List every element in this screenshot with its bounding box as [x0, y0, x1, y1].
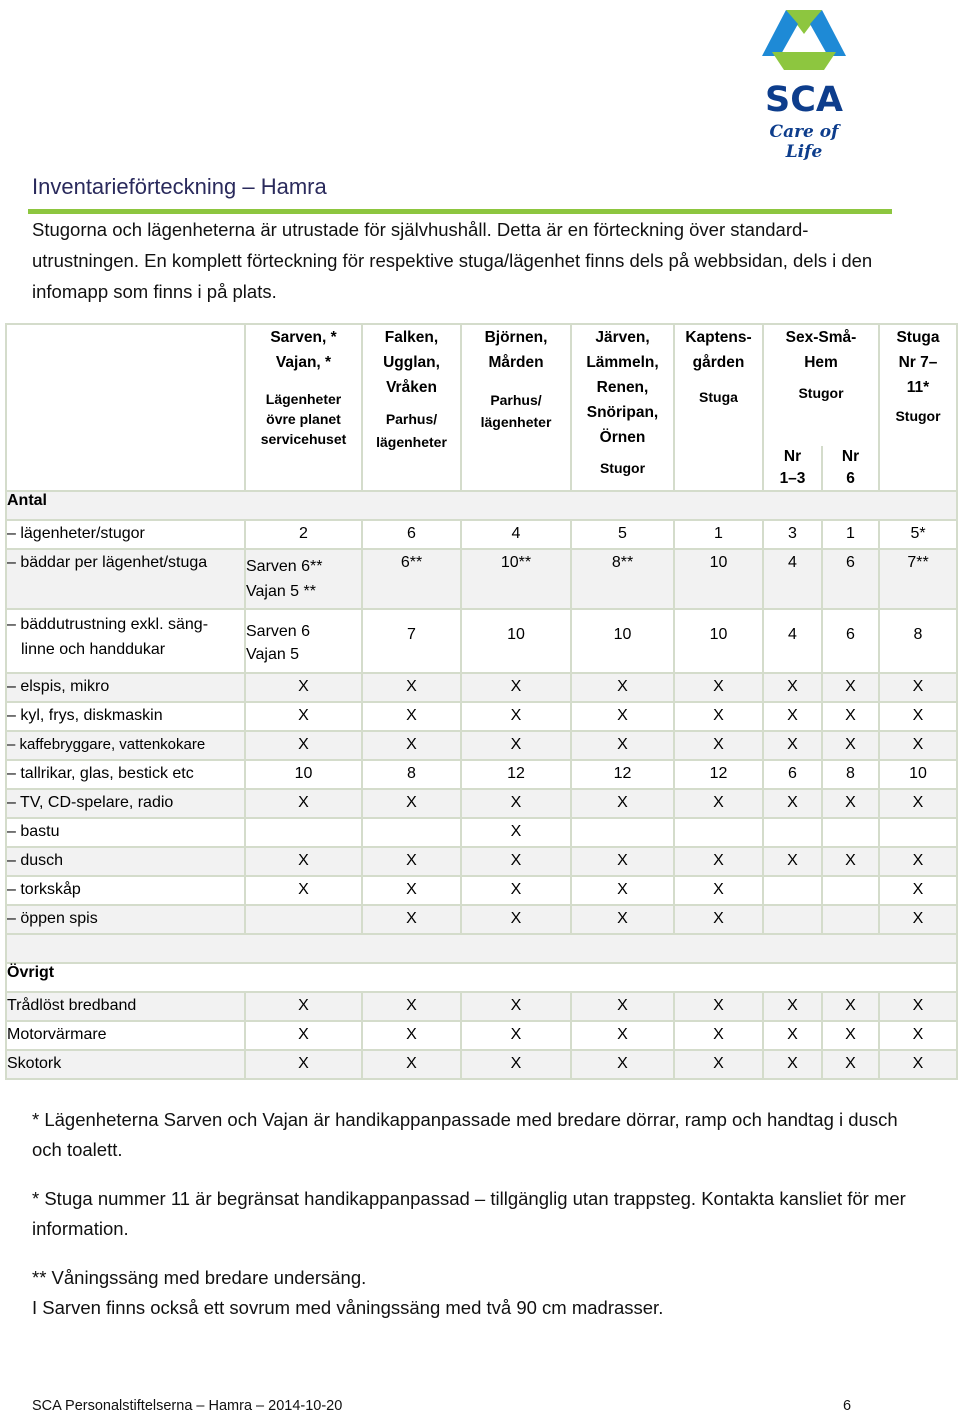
- table-cell: X: [362, 789, 461, 818]
- table-cell: X: [362, 992, 461, 1021]
- table-cell: X: [461, 702, 571, 731]
- table-cell: X: [674, 1050, 763, 1079]
- table-cell: X: [674, 992, 763, 1021]
- table-cell: 8**: [571, 549, 674, 609]
- table-cell: 10: [879, 760, 957, 789]
- table-cell: X: [763, 1021, 822, 1050]
- table-row: [6, 876, 957, 905]
- sca-logo: [752, 4, 856, 162]
- page-number: 6: [843, 1398, 852, 1414]
- header-jarven-type: Stugor: [599, 460, 646, 476]
- table-row: [6, 818, 957, 847]
- header-sexsma-sub2: [822, 446, 879, 491]
- table-cell: [362, 818, 461, 847]
- row-label: – bastu: [6, 818, 245, 847]
- table-cell: 8: [822, 760, 879, 789]
- table-cell: X: [674, 876, 763, 905]
- table-cell: X: [571, 1050, 674, 1079]
- table-cell: X: [362, 1050, 461, 1079]
- table-cell: X: [674, 905, 763, 934]
- header-falken: [362, 324, 461, 491]
- table-cell: [763, 818, 822, 847]
- table-cell: 1: [674, 520, 763, 549]
- logo-tagline: Care of Life: [769, 122, 839, 162]
- table-cell: [879, 818, 957, 847]
- header-sexsma-name: Sex-Små-Hem: [785, 329, 857, 371]
- footer-text: SCA Personalstiftelserna – Hamra – 2014-10-20: [32, 1398, 343, 1414]
- header-bjornen-type: Parhus/ lägenheter: [480, 392, 552, 430]
- table-cell: 5*: [879, 520, 957, 549]
- row-label: Motorvärmare: [6, 1021, 245, 1050]
- table-cell: X: [571, 1021, 674, 1050]
- table-cell: [822, 876, 879, 905]
- spacer-cell: [6, 934, 957, 963]
- table-cell: 6: [822, 609, 879, 673]
- table-cell: X: [571, 992, 674, 1021]
- table-cell: 10: [461, 609, 571, 673]
- row-label: – öppen spis: [6, 905, 245, 934]
- header-sexsma-type: Stugor: [798, 385, 844, 401]
- table-cell: 4: [461, 520, 571, 549]
- table-cell: X: [674, 1021, 763, 1050]
- header-empty-cell: [6, 324, 245, 491]
- header-jarven: [571, 324, 674, 491]
- table-cell: X: [362, 673, 461, 702]
- table-cell: X: [822, 1050, 879, 1079]
- table-cell: X: [571, 673, 674, 702]
- table-row: [6, 520, 957, 549]
- cell-line: Vajan 5 **: [246, 583, 316, 600]
- table-cell: X: [763, 789, 822, 818]
- table-row: [6, 702, 957, 731]
- table-cell: X: [362, 876, 461, 905]
- table-row: [6, 673, 957, 702]
- table-row: [6, 609, 957, 673]
- row-label: Skotork: [6, 1050, 245, 1079]
- table-cell: 10: [674, 549, 763, 609]
- table-cell: X: [362, 1021, 461, 1050]
- footnote-stuga-11: * Stuga nummer 11 är begränsat handikappanpassad – tillgänglig utan trappsteg. Kontakta kansliet för mer information.: [32, 1188, 906, 1239]
- table-cell: X: [763, 673, 822, 702]
- table-row: [6, 1021, 957, 1050]
- row-label: – kyl, frys, diskmaskin: [6, 702, 245, 731]
- table-cell: X: [763, 992, 822, 1021]
- table-spacer-row: [6, 934, 957, 963]
- table-cell: 2: [245, 520, 362, 549]
- table-cell: X: [763, 731, 822, 760]
- table-cell: 10: [674, 609, 763, 673]
- table-cell: [245, 905, 362, 934]
- table-cell: 6: [362, 520, 461, 549]
- table-cell: [763, 876, 822, 905]
- header-sexsma-sub2-label: Nr 6: [841, 448, 860, 487]
- footnote-sarven-bedroom: I Sarven finns också ett sovrum med våningssäng med två 90 cm madrasser.: [32, 1297, 664, 1318]
- header-bjornen: [461, 324, 571, 491]
- table-cell: [822, 818, 879, 847]
- section-ovrigt: Övrigt: [6, 963, 957, 992]
- table-cell: X: [245, 847, 362, 876]
- table-cell: X: [571, 702, 674, 731]
- header-falken-name: Falken, Ugglan, Vråken: [383, 329, 440, 396]
- table-cell: X: [763, 847, 822, 876]
- table-cell: X: [879, 1021, 957, 1050]
- row-label: – dusch: [6, 847, 245, 876]
- table-row: [6, 731, 957, 760]
- row-label: – elspis, mikro: [6, 673, 245, 702]
- header-sarven-type: Lägenheter övre planet servicehuset: [260, 391, 347, 447]
- table-cell: X: [879, 731, 957, 760]
- table-cell: X: [674, 847, 763, 876]
- table-row: [6, 847, 957, 876]
- table-cell: X: [822, 789, 879, 818]
- row-label: – kaffebryggare, vattenkokare: [6, 731, 245, 760]
- table-cell: X: [674, 789, 763, 818]
- table-cell: X: [461, 731, 571, 760]
- table-cell: X: [674, 731, 763, 760]
- table-cell: X: [822, 731, 879, 760]
- header-kaptens-name: Kaptens-gården: [685, 329, 752, 371]
- table-cell: 10: [245, 760, 362, 789]
- table-cell: 10: [571, 609, 674, 673]
- table-cell: X: [362, 847, 461, 876]
- table-cell: [674, 818, 763, 847]
- table-cell: X: [245, 702, 362, 731]
- table-cell: X: [879, 673, 957, 702]
- table-cell: X: [879, 702, 957, 731]
- table-cell: 10**: [461, 549, 571, 609]
- row-label: – TV, CD-spelare, radio: [6, 789, 245, 818]
- header-kaptens-type: Stuga: [699, 389, 738, 405]
- table-cell: 1: [822, 520, 879, 549]
- inventory-table: [5, 323, 958, 1080]
- table-row: [6, 789, 957, 818]
- row-label: – lägenheter/stugor: [6, 520, 245, 549]
- table-row: [6, 1050, 957, 1079]
- table-cell: X: [822, 702, 879, 731]
- table-cell: X: [461, 673, 571, 702]
- table-cell: [763, 905, 822, 934]
- table-cell: X: [245, 789, 362, 818]
- table-row: [6, 905, 957, 934]
- table-cell: X: [879, 992, 957, 1021]
- table-cell: X: [362, 731, 461, 760]
- table-cell: X: [461, 876, 571, 905]
- table-cell: 6: [763, 760, 822, 789]
- header-stuga7-type: Stugor: [895, 408, 941, 424]
- table-cell: X: [245, 876, 362, 905]
- row-label-line: – bäddutrustning exkl. säng-: [7, 616, 209, 633]
- row-label: – bäddar per lägenhet/stuga: [6, 549, 245, 609]
- table-cell: X: [822, 1021, 879, 1050]
- header-sexsma: [763, 324, 879, 446]
- table-cell: X: [245, 731, 362, 760]
- table-cell: X: [571, 876, 674, 905]
- table-cell: X: [879, 876, 957, 905]
- header-sexsma-sub1: [763, 446, 822, 491]
- table-cell: X: [571, 905, 674, 934]
- table-cell: 8: [362, 760, 461, 789]
- table-row: [6, 549, 957, 609]
- table-cell: 6: [822, 549, 879, 609]
- cell-line: Sarven 6**: [246, 558, 323, 575]
- row-label-line: linne och handdukar: [21, 641, 166, 658]
- table-cell: 3: [763, 520, 822, 549]
- table-cell: X: [674, 673, 763, 702]
- table-cell: X: [879, 1050, 957, 1079]
- header-jarven-name: Järven, Lämmeln, Renen, Snöripan, Örnen: [586, 329, 659, 446]
- table-cell: X: [461, 992, 571, 1021]
- table-cell: X: [763, 1050, 822, 1079]
- table-row: [6, 992, 957, 1021]
- table-cell: X: [674, 702, 763, 731]
- logo-text: SCA: [765, 80, 843, 120]
- row-label: – torkskåp: [6, 876, 245, 905]
- table-cell: X: [362, 702, 461, 731]
- header-bjornen-name: Björnen, Mården: [484, 329, 548, 371]
- table-cell: 12: [674, 760, 763, 789]
- table-cell: X: [461, 905, 571, 934]
- table-cell: X: [245, 1021, 362, 1050]
- table-cell: [245, 818, 362, 847]
- table-cell-sarven-beds: [245, 549, 362, 609]
- header-kaptens: [674, 324, 763, 491]
- section-antal: Antal: [6, 491, 957, 520]
- table-cell: 8: [879, 609, 957, 673]
- table-cell: X: [571, 789, 674, 818]
- header-sarven: [245, 324, 362, 491]
- table-cell: 7: [362, 609, 461, 673]
- table-cell: 12: [461, 760, 571, 789]
- table-cell: [571, 818, 674, 847]
- table-cell: X: [461, 818, 571, 847]
- row-label: – tallrikar, glas, bestick etc: [6, 760, 245, 789]
- header-stuga7: [879, 324, 957, 491]
- table-cell: X: [822, 673, 879, 702]
- table-cell: 6**: [362, 549, 461, 609]
- table-cell: X: [245, 992, 362, 1021]
- table-cell: X: [461, 1050, 571, 1079]
- table-cell-sarven-bedding: [245, 609, 362, 673]
- table-cell: X: [571, 847, 674, 876]
- table-cell: X: [461, 1021, 571, 1050]
- table-cell: X: [879, 905, 957, 934]
- footnotes: [32, 1105, 912, 1323]
- table-cell: X: [571, 731, 674, 760]
- row-label: [6, 609, 245, 673]
- table-cell: X: [461, 847, 571, 876]
- table-cell: X: [822, 847, 879, 876]
- sca-logo-emblem-icon: [752, 4, 856, 84]
- table-cell: 7**: [879, 549, 957, 609]
- table-cell: 4: [763, 549, 822, 609]
- header-falken-type: Parhus/ lägenheter: [376, 411, 447, 450]
- table-row: [6, 760, 957, 789]
- row-label: Trådlöst bredband: [6, 992, 245, 1021]
- table-cell: X: [879, 847, 957, 876]
- cell-line: Sarven 6: [246, 623, 311, 640]
- footnote-bunk-bed: ** Våningssäng med bredare undersäng.: [32, 1267, 367, 1288]
- header-sarven-name: Sarven, * Vajan, *: [270, 329, 337, 371]
- table-cell: X: [461, 789, 571, 818]
- table-cell: X: [362, 905, 461, 934]
- table-cell: X: [245, 673, 362, 702]
- footnote-sarven-vajan: * Lägenheterna Sarven och Vajan är handikappanpassade med bredare dörrar, ramp och handtag i dusch och toalett.: [32, 1109, 898, 1160]
- header-stuga7-name: Stuga Nr 7–11*: [896, 329, 940, 396]
- table-cell: X: [879, 789, 957, 818]
- table-cell: [822, 905, 879, 934]
- table-cell: X: [245, 1050, 362, 1079]
- page-title: Inventarieförteckning – Hamra: [32, 174, 327, 199]
- table-cell: X: [822, 992, 879, 1021]
- header-sexsma-sub1-label: Nr 1–3: [779, 448, 806, 487]
- table-cell: X: [763, 702, 822, 731]
- table-cell: 5: [571, 520, 674, 549]
- table-cell: 4: [763, 609, 822, 673]
- table-cell: 12: [571, 760, 674, 789]
- cell-line: Vajan 5: [246, 646, 300, 663]
- intro-text: Stugorna och lägenheterna är utrustade för självhushåll. Detta är en förteckning över standard-utrustningen. En komplett förteckning för respektive stuga/lägenhet finns dels på webbsidan, dels i den infomapp som finns i på plats.: [32, 219, 873, 302]
